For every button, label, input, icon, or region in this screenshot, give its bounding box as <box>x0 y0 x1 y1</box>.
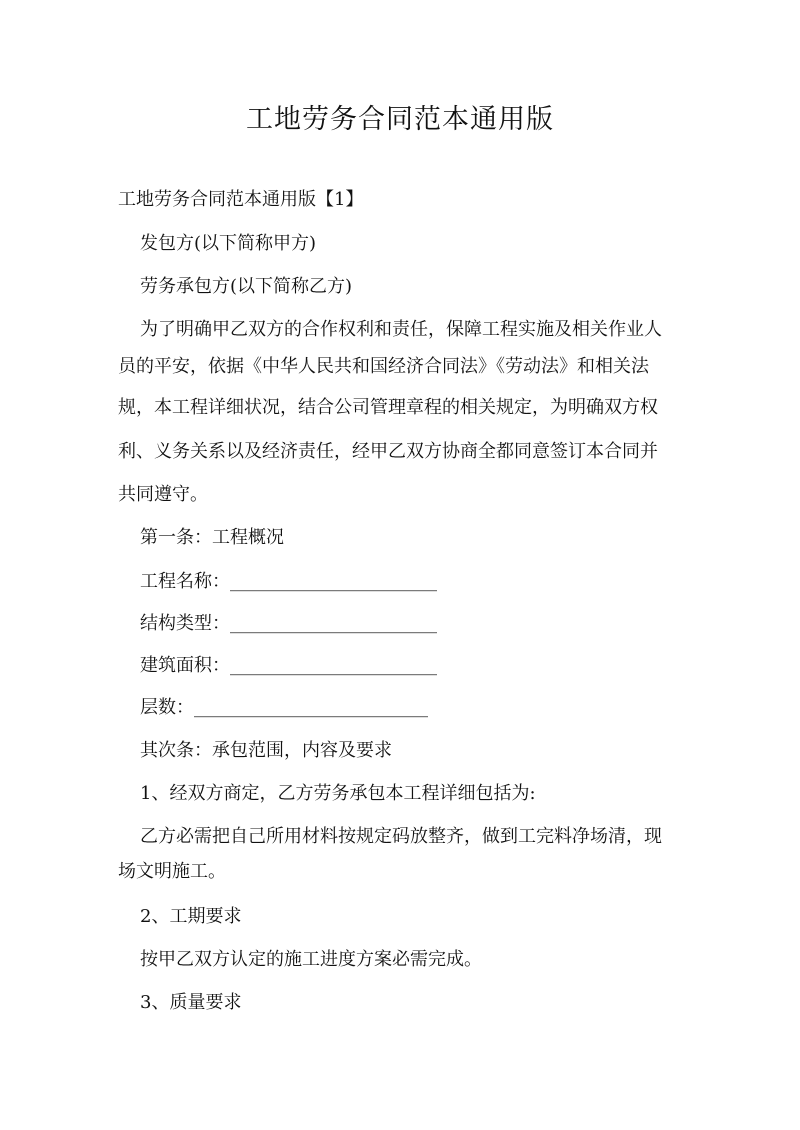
item-3-title: 3、质量要求 <box>140 992 242 1013</box>
item-1-body-line: 乙方必需把自己所用材料按规定码放整齐，做到工完料净场清，现 <box>140 826 662 847</box>
intro-paragraph-line: 为了明确甲乙双方的合作权利和责任，保障工程实施及相关作业人 <box>140 319 662 340</box>
item-1-body-line: 场文明施工。 <box>118 861 226 882</box>
party-a-line: 发包方(以下简称甲方) <box>140 233 317 254</box>
item-2-title: 2、工期要求 <box>140 906 242 927</box>
structure-type-field: 结构类型：_______________________ <box>140 613 437 634</box>
project-name-field: 工程名称：_______________________ <box>140 571 437 592</box>
document-title: 工地劳务合同范本通用版 <box>246 104 554 135</box>
party-b-line: 劳务承包方(以下简称乙方) <box>140 276 353 297</box>
floor-count-field: 层数：__________________________ <box>140 697 428 718</box>
intro-paragraph-line: 规，本工程详细状况，结合公司管理章程的相关规定，为明确双方权 <box>118 397 658 418</box>
article-1-title: 第一条：工程概况 <box>140 527 284 548</box>
building-area-field: 建筑面积：_______________________ <box>140 655 437 676</box>
section-heading: 工地劳务合同范本通用版【1】 <box>118 189 364 210</box>
article-2-title: 其次条：承包范围，内容及要求 <box>140 740 392 761</box>
intro-paragraph-line: 员的平安，依据《中华人民共和国经济合同法》《劳动法》和相关法 <box>118 356 649 377</box>
intro-paragraph-line: 利、义务关系以及经济责任，经甲乙双方协商全都同意签订本合同并 <box>118 441 658 462</box>
intro-paragraph-line: 共同遵守。 <box>118 484 208 505</box>
item-1-title: 1、经双方商定，乙方劳务承包本工程详细包括为: <box>140 783 536 804</box>
item-2-body: 按甲乙双方认定的施工进度方案必需完成。 <box>140 949 482 970</box>
